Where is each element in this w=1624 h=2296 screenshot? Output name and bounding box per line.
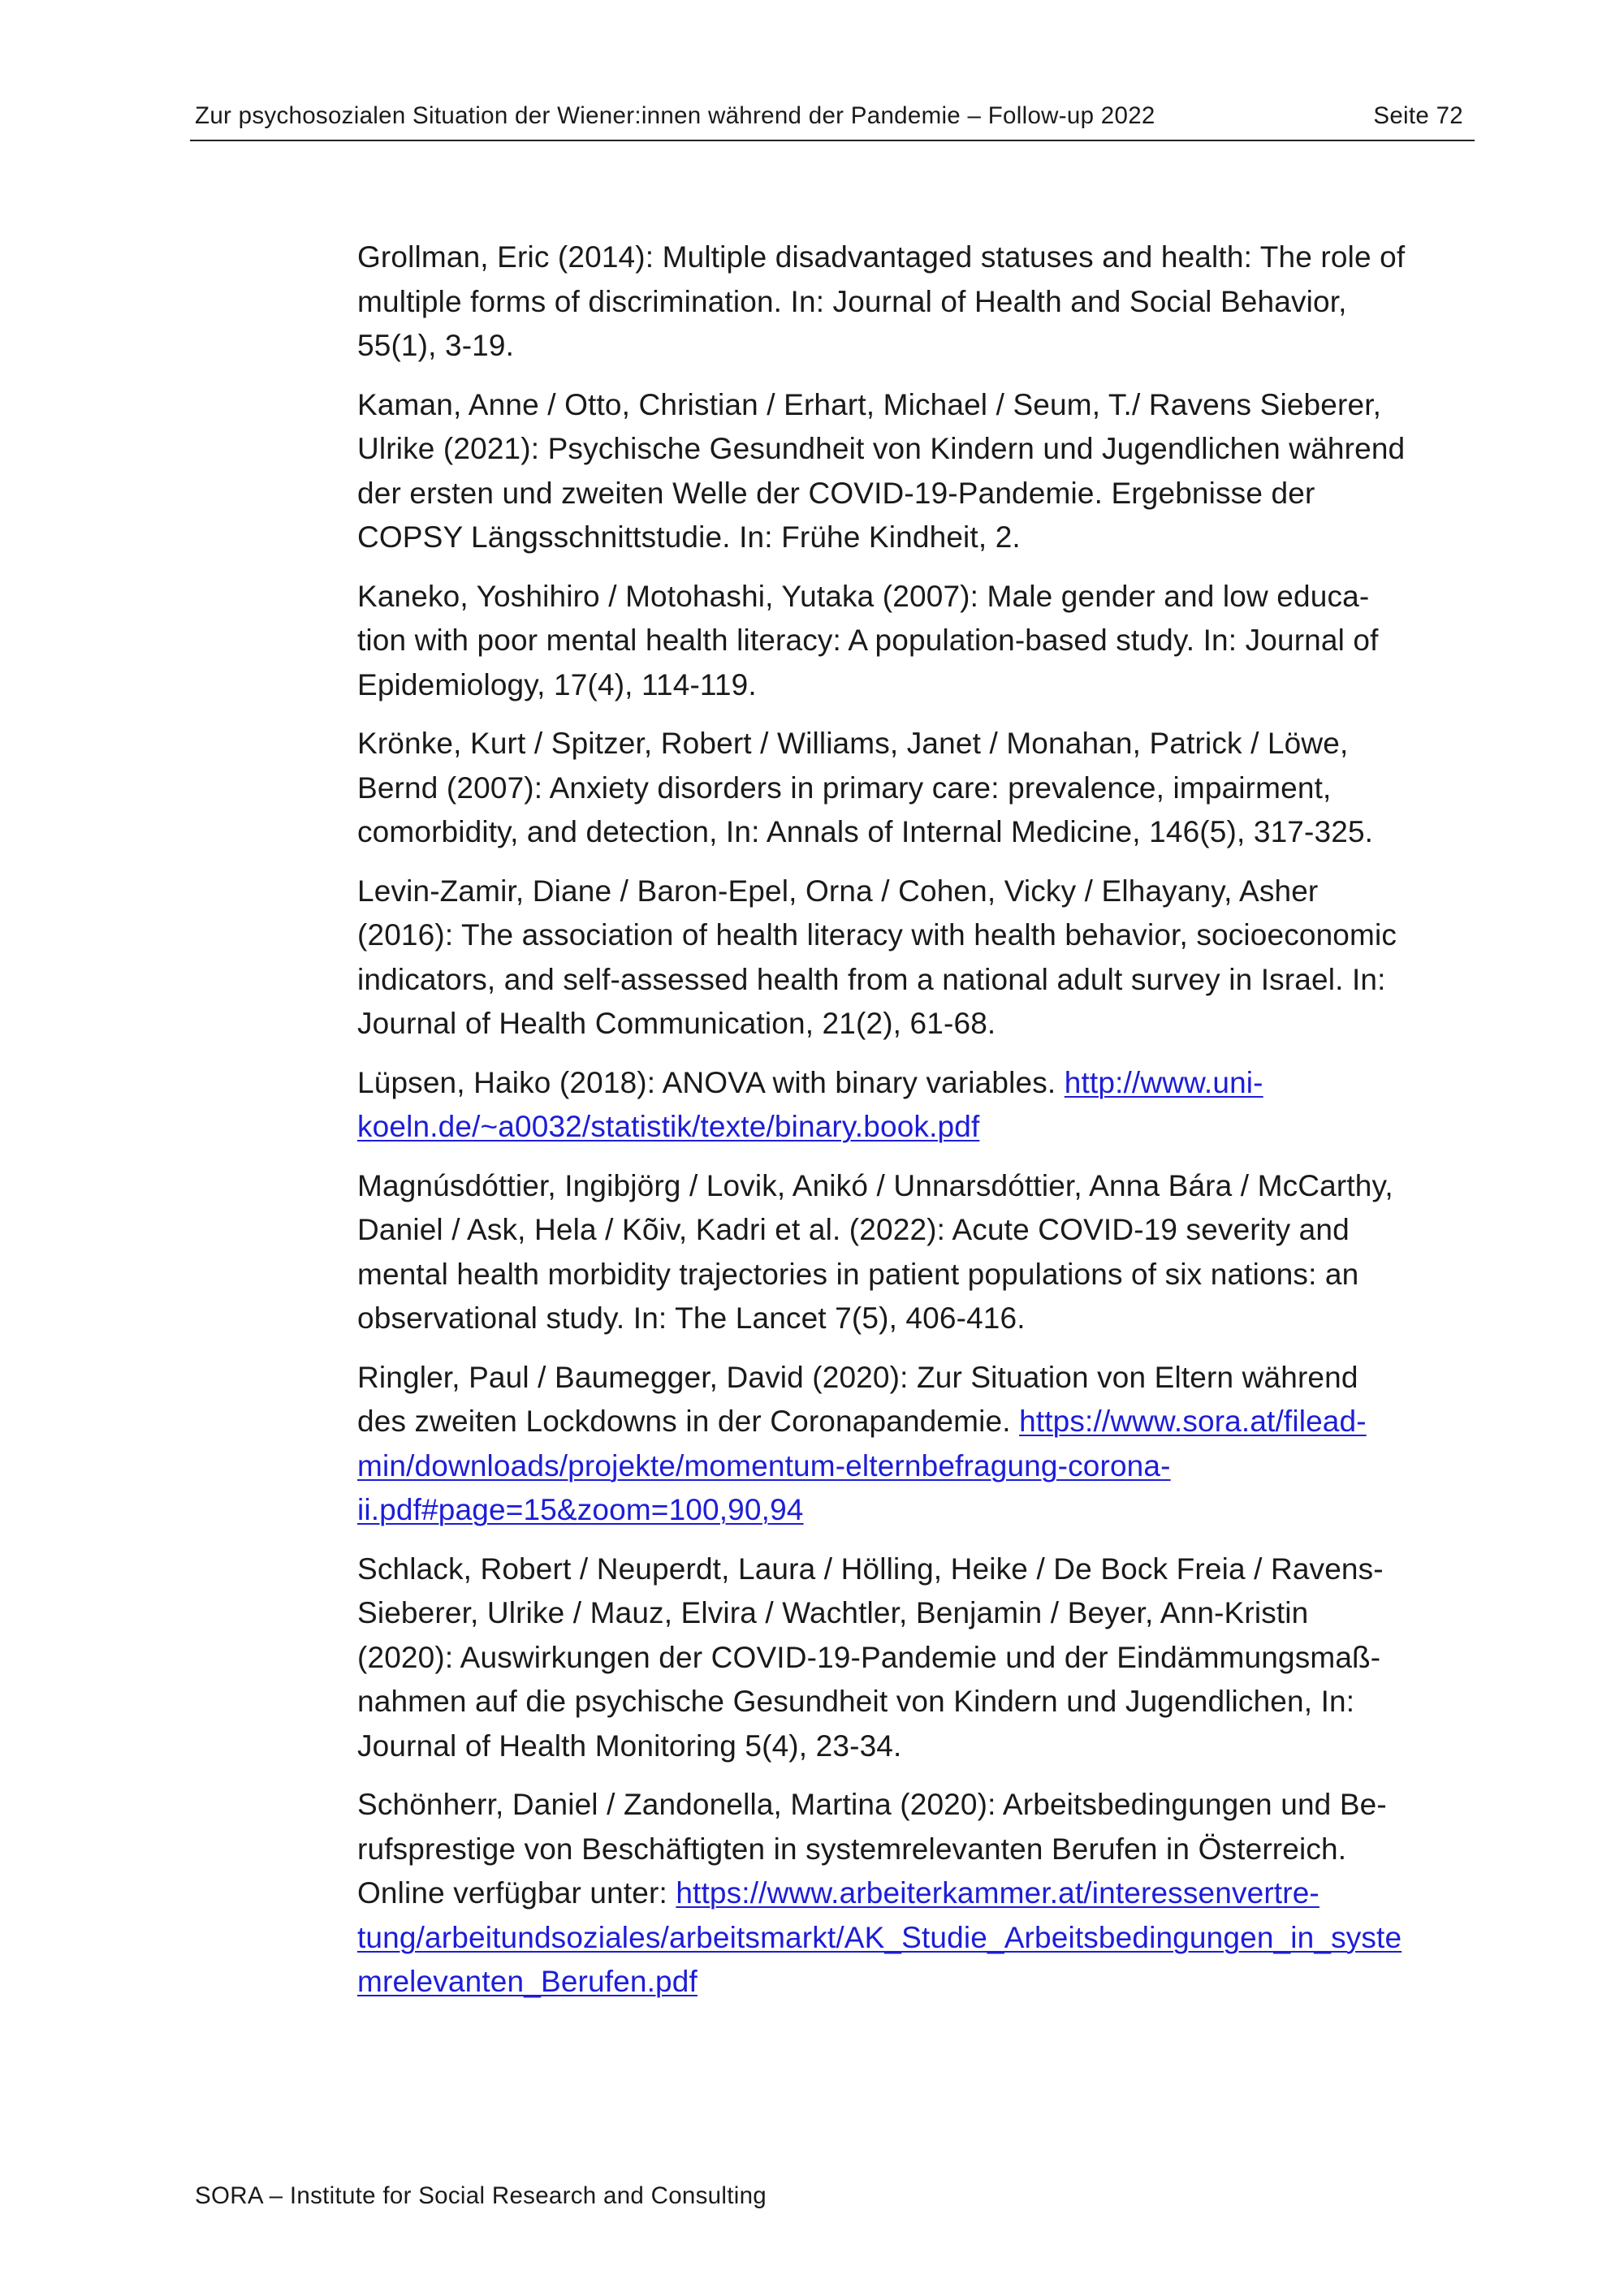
reference-entry (357, 1061, 1486, 1150)
reference-line (357, 619, 1486, 663)
reference-line (357, 1208, 1486, 1253)
reference-line (357, 1591, 1486, 1636)
reference-text: Levin-Zamir, Diane / Baron-Epel, Orna / Cohen, Vicky / Elhayany, Asher (357, 874, 1319, 908)
reference-line (357, 1356, 1486, 1400)
reference-link[interactable]: http://www.uni- (1064, 1065, 1263, 1099)
reference-text: indicators, and self-assessed health from a national adult survey in Israel. In: (357, 962, 1386, 996)
reference-text: Daniel / Ask, Hela / Kõiv, Kadri et al. (2022): Acute COVID-19 severity and (357, 1213, 1350, 1246)
reference-text: Bernd (2007): Anxiety disorders in primary care: prevalence, impairment, (357, 770, 1332, 805)
reference-line (357, 1636, 1486, 1681)
reference-text: Sieberer, Ulrike / Mauz, Elvira / Wachtler, Benjamin / Beyer, Ann-Kristin (357, 1596, 1309, 1629)
reference-line (357, 722, 1486, 766)
reference-text: Journal of Health Monitoring 5(4), 23-34. (357, 1728, 902, 1763)
reference-link[interactable]: https://www.sora.at/filead- (1019, 1405, 1367, 1438)
reference-entry (357, 870, 1486, 1047)
reference-link[interactable]: min/downloads/projekte/momentum-elternbefragung-corona- (357, 1448, 1171, 1482)
reference-text: (2016): The association of health literacy with health behavior, socioeconomic (357, 918, 1397, 952)
reference-line (357, 235, 1486, 280)
reference-text: multiple forms of discrimination. In: Journal of Health and Social Behavior, (357, 284, 1347, 318)
reference-line (357, 280, 1486, 325)
reference-text: Krönke, Kurt / Spitzer, Robert / Williams, Janet / Monahan, Patrick / Löwe, (357, 727, 1349, 760)
reference-line (357, 1400, 1486, 1444)
reference-text: Epidemiology, 17(4), 114-119. (357, 667, 757, 701)
reference-link[interactable]: ii.pdf#page=15&zoom=100,90,94 (357, 1493, 804, 1526)
reference-list (357, 235, 1486, 2019)
reference-link[interactable]: koeln.de/~a0032/statistik/texte/binary.book.pdf (357, 1110, 980, 1143)
reference-line (357, 913, 1486, 958)
reference-text: rufsprestige von Beschäftigten in systemrelevanten Berufen in Österreich. (357, 1832, 1347, 1866)
reference-line (357, 1488, 1486, 1533)
reference-line (357, 1547, 1486, 1592)
page-footer: SORA – Institute for Social Research and Consulting (195, 2182, 767, 2209)
reference-line (357, 1828, 1486, 1872)
reference-text: observational study. In: The Lancet 7(5), 406-416. (357, 1301, 1026, 1335)
reference-link[interactable]: https://www.arbeiterkammer.at/interessenvertre- (676, 1876, 1320, 1910)
reference-line (357, 1253, 1486, 1297)
reference-entry (357, 575, 1486, 708)
reference-line (357, 1916, 1486, 1961)
reference-line (357, 1871, 1486, 1916)
reference-line (357, 516, 1486, 560)
reference-text: Schlack, Robert / Neuperdt, Laura / Hölling, Heike / De Bock Freia / Ravens- (357, 1552, 1384, 1586)
reference-line (357, 383, 1486, 428)
reference-link[interactable]: mrelevanten_Berufen.pdf (357, 1965, 698, 1998)
reference-text: der ersten und zweiten Welle der COVID-19-Pandemie. Ergebnisse der (357, 476, 1315, 510)
reference-text: COPSY Längsschnittstudie. In: Frühe Kindheit, 2. (357, 520, 1021, 554)
reference-text: nahmen auf die psychische Gesundheit von Kindern und Jugendlichen, In: (357, 1685, 1355, 1718)
reference-entry (357, 235, 1486, 369)
reference-line (357, 766, 1486, 811)
reference-entry (357, 383, 1486, 560)
reference-text: Ulrike (2021): Psychische Gesundheit von Kindern und Jugendlichen während (357, 432, 1406, 465)
reference-text: Grollman, Eric (2014): Multiple disadvantaged statuses and health: The role of (357, 240, 1406, 274)
reference-entry (357, 1164, 1486, 1341)
reference-line (357, 1680, 1486, 1724)
reference-line (357, 427, 1486, 472)
reference-line (357, 1960, 1486, 2005)
reference-text: des zweiten Lockdowns in der Coronapandemie. (357, 1405, 1020, 1438)
reference-line (357, 1105, 1486, 1150)
reference-entry (357, 1783, 1486, 2005)
reference-text: Kaman, Anne / Otto, Christian / Erhart, Michael / Seum, T./ Ravens Sieberer, (357, 387, 1382, 421)
reference-line (357, 1444, 1486, 1489)
reference-line (357, 663, 1486, 708)
reference-line (357, 870, 1486, 914)
reference-line (357, 324, 1486, 369)
reference-text: Schönherr, Daniel / Zandonella, Martina (2020): Arbeitsbedingungen und Be- (357, 1788, 1387, 1821)
reference-line (357, 810, 1486, 855)
reference-text: (2020): Auswirkungen der COVID-19-Pandemie und der Eindämmungsmaß- (357, 1640, 1381, 1674)
reference-text: tion with poor mental health literacy: A population-based study. In: Journal of (357, 624, 1379, 657)
reference-text: Journal of Health Communication, 21(2), 61-68. (357, 1007, 996, 1040)
reference-line (357, 1783, 1486, 1828)
page-number: Seite 72 (1373, 102, 1463, 129)
reference-line (357, 1002, 1486, 1047)
reference-line (357, 575, 1486, 619)
reference-line (357, 958, 1486, 1003)
page-header (190, 102, 1475, 141)
reference-text: Ringler, Paul / Baumegger, David (2020): Zur Situation von Eltern während (357, 1360, 1358, 1394)
reference-text: 55(1), 3-19. (357, 329, 515, 362)
reference-entry (357, 1547, 1486, 1769)
reference-entry (357, 1356, 1486, 1533)
reference-link[interactable]: tung/arbeitundsoziales/arbeitsmarkt/AK_Studie_Arbeitsbedingungen_in_syste (357, 1920, 1402, 1954)
reference-line (357, 472, 1486, 516)
reference-text: Kaneko, Yoshihiro / Motohashi, Yutaka (2007): Male gender and low educa- (357, 579, 1370, 613)
reference-text: Online verfügbar unter: (357, 1876, 676, 1910)
reference-text: mental health morbidity trajectories in patient populations of six nations: an (357, 1257, 1359, 1291)
reference-text: Lüpsen, Haiko (2018): ANOVA with binary variables. (357, 1065, 1065, 1099)
reference-entry (357, 722, 1486, 855)
reference-line (357, 1724, 1486, 1769)
reference-line (357, 1297, 1486, 1341)
running-title: Zur psychosozialen Situation der Wiener:innen während der Pandemie – Follow-up 2022 (195, 102, 1155, 129)
reference-line (357, 1061, 1486, 1106)
reference-line (357, 1164, 1486, 1209)
reference-text: Magnúsdóttier, Ingibjörg / Lovik, Anikó / Unnarsdóttier, Anna Bára / McCarthy, (357, 1168, 1393, 1202)
reference-text: comorbidity, and detection, In: Annals of Internal Medicine, 146(5), 317-325. (357, 815, 1374, 848)
